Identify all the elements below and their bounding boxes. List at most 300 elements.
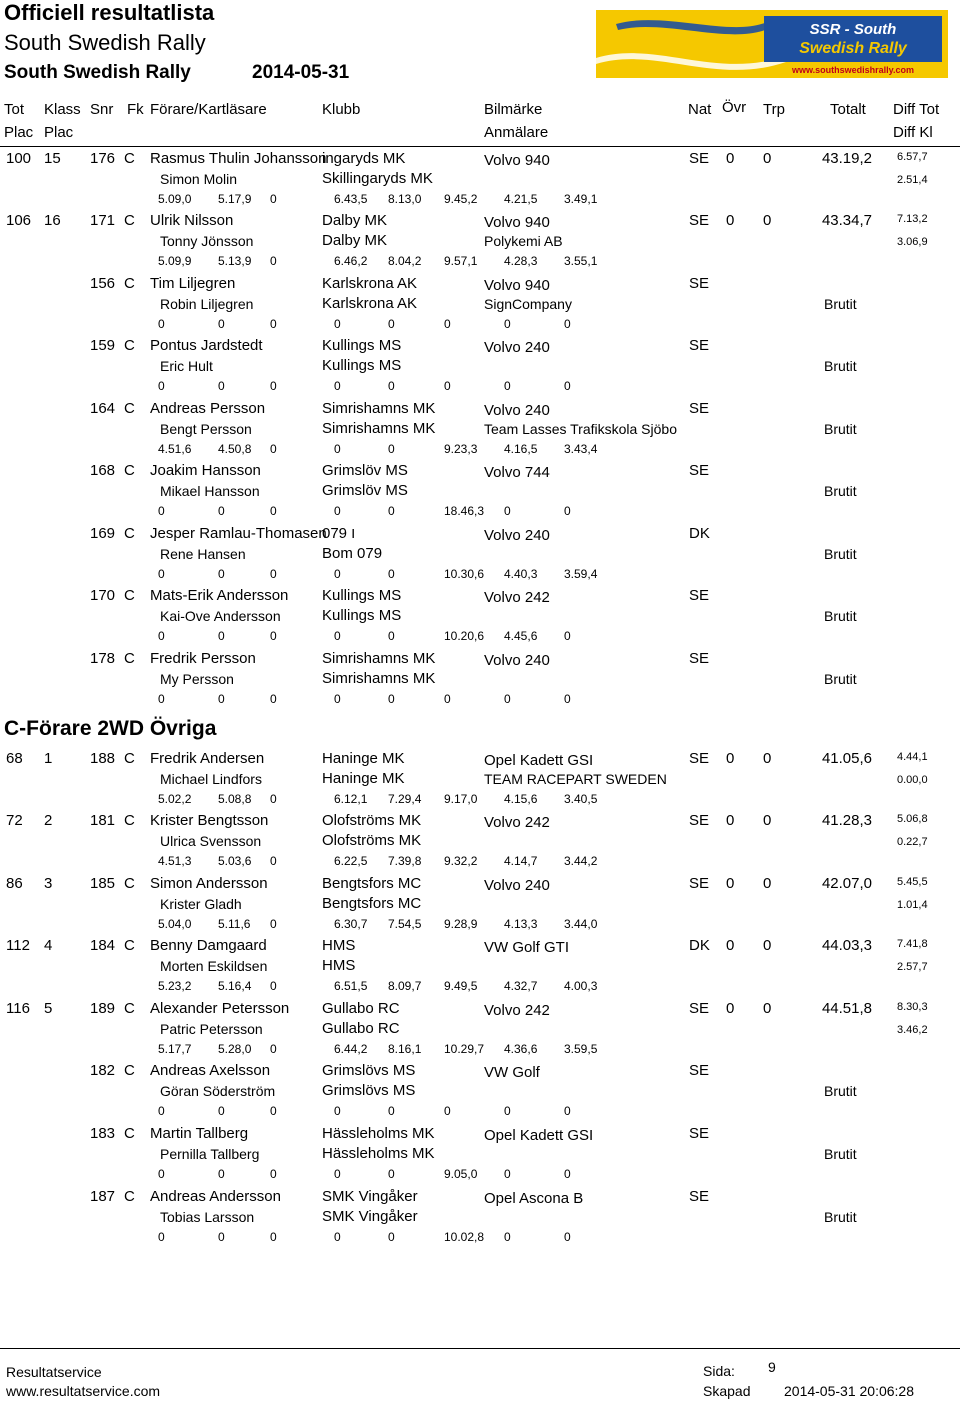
- diff-total: 7.41,8: [897, 938, 928, 950]
- codriver-club: Grimslövs MS: [322, 1082, 416, 1099]
- codriver-name: Morten Eskildsen: [160, 958, 268, 974]
- total-time: 42.07,0: [821, 875, 872, 892]
- car-make: Volvo 242: [484, 589, 550, 606]
- status-label: Brutit: [824, 1083, 857, 1099]
- col-klubb: Klubb: [322, 101, 361, 118]
- stage-time: 0: [158, 1230, 165, 1244]
- stage-time: 0: [564, 379, 571, 393]
- klass-plac: 5: [44, 1000, 53, 1017]
- stage-time: 0: [218, 629, 225, 643]
- codriver-name: Tonny Jönsson: [160, 233, 254, 249]
- stage-time: 4.13,3: [504, 917, 538, 931]
- stage-time: 0: [218, 567, 225, 581]
- stage-time: 3.44,2: [564, 854, 598, 868]
- codriver-club: Simrishamns MK: [322, 670, 436, 687]
- trp-penalty: 0: [763, 750, 772, 767]
- status-label: Brutit: [824, 421, 857, 437]
- footer-page-number: 9: [768, 1359, 776, 1375]
- codriver-name: Pernilla Tallberg: [160, 1146, 260, 1162]
- stage-time: 10.29,7: [444, 1042, 485, 1056]
- col-plac-klass: Plac: [44, 124, 74, 141]
- start-number: 187: [90, 1188, 116, 1205]
- car-make: Volvo 744: [484, 464, 550, 481]
- tot-plac: 112: [6, 937, 30, 954]
- stage-time: 0: [270, 792, 277, 806]
- footer-rule: [0, 1348, 960, 1349]
- car-make: Volvo 240: [484, 402, 550, 419]
- driver-name: Martin Tallberg: [150, 1125, 249, 1142]
- driver-club: Haninge MK: [322, 750, 405, 767]
- stage-time: 9.45,2: [444, 192, 478, 206]
- section-title: C-Förare 2WD Övriga: [4, 717, 217, 740]
- codriver-club: Olofströms MK: [322, 832, 422, 849]
- start-number: 156: [90, 275, 116, 292]
- stage-time: 8.09,7: [388, 979, 422, 993]
- stage-time: 0: [564, 1167, 571, 1181]
- event-date: 2014-05-31: [252, 62, 350, 83]
- stage-time: 0: [564, 1230, 571, 1244]
- stage-time: 5.03,6: [218, 854, 252, 868]
- col-bilmarke: Bilmärke: [484, 101, 543, 118]
- driver-name: Mats-Erik Andersson: [150, 587, 289, 604]
- tot-plac: 72: [6, 812, 23, 829]
- stage-time: 0: [504, 692, 511, 706]
- stage-time: 0: [504, 379, 511, 393]
- car-make: Opel Kadett GSI: [484, 1127, 594, 1144]
- col-nat: Nat: [688, 101, 712, 118]
- stage-time: 0: [504, 317, 511, 331]
- diff-class: 0.00,0: [897, 774, 928, 786]
- stage-time: 6.30,7: [334, 917, 368, 931]
- diff-class: 3.06,9: [897, 236, 928, 248]
- driver-club: ingaryds MK: [322, 150, 406, 167]
- stage-time: 0: [388, 504, 395, 518]
- stage-time: 0: [564, 504, 571, 518]
- stage-time: 4.00,3: [564, 979, 598, 993]
- nationality: SE: [689, 1062, 710, 1079]
- car-make: Volvo 940: [484, 152, 550, 169]
- stage-time: 4.45,6: [504, 629, 538, 643]
- stage-time: 0: [218, 1167, 225, 1181]
- stage-time: 0: [388, 442, 395, 456]
- stage-time: 0: [270, 317, 277, 331]
- stage-time: 5.17,7: [158, 1042, 192, 1056]
- stage-time: 6.12,1: [334, 792, 368, 806]
- stage-time: 0: [334, 629, 341, 643]
- stage-time: 5.09,9: [158, 254, 192, 268]
- stage-time: 0: [158, 317, 165, 331]
- stage-time: 3.49,1: [564, 192, 598, 206]
- diff-class: 1.01,4: [897, 899, 928, 911]
- stage-time: 0: [158, 567, 165, 581]
- stage-time: 0: [388, 379, 395, 393]
- stage-time: 4.14,7: [504, 854, 538, 868]
- stage-time: 0: [504, 1104, 511, 1118]
- car-make: Opel Kadett GSI: [484, 752, 594, 769]
- stage-time: 0: [564, 629, 571, 643]
- diff-class: 2.51,4: [897, 174, 928, 186]
- stage-time: 5.23,2: [158, 979, 192, 993]
- driver-club: Karlskrona AK: [322, 275, 418, 292]
- fk-class: C: [124, 525, 135, 542]
- codriver-name: Tobias Larsson: [160, 1209, 255, 1225]
- car-make: Volvo 242: [484, 814, 550, 831]
- entrant: SignCompany: [484, 296, 572, 312]
- stage-time: 0: [218, 692, 225, 706]
- driver-club: Simrishamns MK: [322, 650, 436, 667]
- trp-penalty: 0: [763, 212, 772, 229]
- stage-time: 0: [334, 379, 341, 393]
- car-make: VW Golf GTI: [484, 939, 570, 956]
- tot-plac: 68: [6, 750, 23, 767]
- driver-name: Tim Liljegren: [150, 275, 236, 292]
- page-title: Officiell resultatlista: [4, 0, 215, 25]
- ssr-logo: [596, 10, 948, 78]
- start-number: 182: [90, 1062, 116, 1079]
- start-number: 164: [90, 400, 116, 417]
- diff-class: 2.57,7: [897, 961, 928, 973]
- page-subtitle: South Swedish Rally: [4, 30, 206, 55]
- driver-name: Andreas Andersson: [150, 1188, 281, 1205]
- trp-penalty: 0: [763, 937, 772, 954]
- codriver-name: My Persson: [160, 671, 234, 687]
- stage-time: 0: [388, 692, 395, 706]
- driver-name: Andreas Axelsson: [150, 1062, 271, 1079]
- stage-time: 5.17,9: [218, 192, 252, 206]
- nationality: SE: [689, 587, 710, 604]
- driver-club: Grimslöv MS: [322, 462, 408, 479]
- start-number: 188: [90, 750, 116, 767]
- klass-plac: 1: [44, 750, 53, 767]
- codriver-club: Kullings MS: [322, 357, 402, 374]
- fk-class: C: [124, 275, 135, 292]
- driver-club: Hässleholms MK: [322, 1125, 435, 1142]
- codriver-club: HMS: [322, 957, 356, 974]
- stage-time: 0: [334, 504, 341, 518]
- stage-time: 0: [270, 692, 277, 706]
- diff-total: 6.57,7: [897, 151, 928, 163]
- car-make: Volvo 240: [484, 339, 550, 356]
- start-number: 168: [90, 462, 116, 479]
- codriver-name: Michael Lindfors: [160, 771, 262, 787]
- stage-time: 0: [444, 1104, 451, 1118]
- entrant: Team Lasses Trafikskola Sjöbo: [484, 421, 677, 437]
- col-snr: Snr: [90, 101, 114, 118]
- diff-total: 5.06,8: [897, 813, 928, 825]
- stage-time: 3.40,5: [564, 792, 598, 806]
- stage-time: 8.04,2: [388, 254, 422, 268]
- stage-time: 5.11,6: [218, 917, 251, 931]
- codriver-name: Bengt Persson: [160, 421, 252, 437]
- codriver-name: Göran Söderström: [160, 1083, 276, 1099]
- tot-plac: 100: [6, 150, 32, 167]
- stage-time: 9.23,3: [444, 442, 478, 456]
- stage-time: 0: [444, 692, 451, 706]
- stage-time: 4.15,6: [504, 792, 538, 806]
- car-make: Volvo 240: [484, 652, 550, 669]
- diff-total: 4.44,1: [897, 751, 928, 763]
- event-name: South Swedish Rally: [4, 62, 191, 83]
- col-trp: Trp: [763, 101, 785, 118]
- driver-name: Pontus Jardstedt: [150, 337, 263, 354]
- start-number: 170: [90, 587, 116, 604]
- stage-time: 6.44,2: [334, 1042, 368, 1056]
- stage-time: 6.51,5: [334, 979, 368, 993]
- trp-penalty: 0: [763, 1000, 772, 1017]
- stage-time: 0: [158, 504, 165, 518]
- stage-time: 5.08,8: [218, 792, 252, 806]
- driver-name: Ulrik Nilsson: [150, 212, 234, 229]
- status-label: Brutit: [824, 1146, 857, 1162]
- car-make: Volvo 940: [484, 277, 550, 294]
- codriver-club: Haninge MK: [322, 770, 405, 787]
- col-anmalare: Anmälare: [484, 124, 549, 141]
- stage-time: 10.30,6: [444, 567, 485, 581]
- stage-time: 5.04,0: [158, 917, 192, 931]
- stage-time: 8.13,0: [388, 192, 422, 206]
- nationality: SE: [689, 150, 710, 167]
- stage-time: 9.05,0: [444, 1167, 478, 1181]
- col-tot: Tot: [4, 101, 25, 118]
- start-number: 185: [90, 875, 116, 892]
- stage-time: 0: [334, 1230, 341, 1244]
- fk-class: C: [124, 212, 135, 229]
- klass-plac: 4: [44, 937, 53, 954]
- col-fk: Fk: [127, 101, 144, 118]
- col-diff-tot: Diff Tot: [893, 101, 940, 118]
- driver-club: Dalby MK: [322, 212, 388, 229]
- nationality: SE: [689, 750, 710, 767]
- stage-time: 3.55,1: [564, 254, 598, 268]
- stage-time: 0: [334, 567, 341, 581]
- start-number: 178: [90, 650, 116, 667]
- trp-penalty: 0: [763, 150, 772, 167]
- entrant: TEAM RACEPART SWEDEN: [484, 771, 667, 787]
- stage-time: 0: [334, 1104, 341, 1118]
- nationality: SE: [689, 212, 710, 229]
- klass-plac: 3: [44, 875, 53, 892]
- stage-time: 3.43,4: [564, 442, 598, 456]
- codriver-name: Eric Hult: [160, 358, 213, 374]
- diff-class: 3.46,2: [897, 1024, 928, 1036]
- status-label: Brutit: [824, 358, 857, 374]
- fk-class: C: [124, 1000, 135, 1017]
- nationality: DK: [689, 525, 710, 542]
- status-label: Brutit: [824, 546, 857, 562]
- stage-time: 0: [270, 1230, 277, 1244]
- stage-time: 9.32,2: [444, 854, 478, 868]
- total-time: 41.28,3: [821, 812, 872, 829]
- stage-time: 0: [444, 317, 451, 331]
- driver-name: Simon Andersson: [150, 875, 268, 892]
- codriver-club: Bom 079: [322, 545, 383, 562]
- stage-time: 0: [270, 629, 277, 643]
- driver-name: Fredrik Andersen: [150, 750, 265, 767]
- fk-class: C: [124, 462, 135, 479]
- driver-club: HMS: [322, 937, 356, 954]
- nationality: SE: [689, 1125, 710, 1142]
- logo-url: www.southswedishrally.com: [791, 65, 915, 75]
- stage-time: 5.13,9: [218, 254, 252, 268]
- stage-time: 6.22,5: [334, 854, 368, 868]
- nationality: SE: [689, 1000, 710, 1017]
- entrant: Polykemi AB: [484, 233, 563, 249]
- nationality: SE: [689, 650, 710, 667]
- codriver-name: Robin Liljegren: [160, 296, 254, 312]
- status-label: Brutit: [824, 1209, 857, 1225]
- stage-time: 4.50,8: [218, 442, 252, 456]
- driver-club: Bengtsfors MC: [322, 875, 422, 892]
- total-time: 43.19,2: [821, 150, 872, 167]
- stage-time: 0: [158, 1104, 165, 1118]
- stage-time: 8.16,1: [388, 1042, 422, 1056]
- stage-time: 7.39,8: [388, 854, 422, 868]
- codriver-club: Dalby MK: [322, 232, 388, 249]
- codriver-name: Rene Hansen: [160, 546, 246, 562]
- codriver-club: Gullabo RC: [322, 1020, 400, 1037]
- stage-time: 9.49,5: [444, 979, 478, 993]
- stage-time: 0: [158, 1167, 165, 1181]
- driver-club: Kullings MS: [322, 587, 402, 604]
- ovr-penalty: 0: [726, 937, 735, 954]
- start-number: 183: [90, 1125, 116, 1142]
- driver-name: Andreas Persson: [150, 400, 266, 417]
- col-diff-kl: Diff Kl: [893, 124, 933, 141]
- stage-time: 0: [158, 692, 165, 706]
- tot-plac: 106: [6, 212, 32, 229]
- stage-time: 0: [158, 629, 165, 643]
- stage-time: 0: [504, 1167, 511, 1181]
- codriver-club: Hässleholms MK: [322, 1145, 435, 1162]
- stage-time: 0: [334, 692, 341, 706]
- driver-name: Joakim Hansson: [150, 462, 261, 479]
- stage-time: 9.17,0: [444, 792, 478, 806]
- total-time: 44.51,8: [821, 1000, 872, 1017]
- codriver-name: Ulrica Svensson: [160, 833, 262, 849]
- codriver-name: Simon Molin: [160, 171, 238, 187]
- klass-plac: 16: [44, 212, 61, 229]
- status-label: Brutit: [824, 671, 857, 687]
- stage-time: 4.40,3: [504, 567, 538, 581]
- fk-class: C: [124, 1062, 135, 1079]
- col-forare: Förare/Kartläsare: [150, 101, 267, 118]
- nationality: SE: [689, 275, 710, 292]
- stage-time: 0: [388, 317, 395, 331]
- stage-time: 0: [388, 567, 395, 581]
- stage-time: 0: [218, 1104, 225, 1118]
- footer-sida-label: Sida:: [703, 1363, 735, 1379]
- stage-time: 3.59,4: [564, 567, 598, 581]
- stage-time: 0: [334, 442, 341, 456]
- stage-time: 0: [270, 917, 277, 931]
- stage-time: 10.02,8: [444, 1230, 485, 1244]
- col-plac-tot: Plac: [4, 124, 34, 141]
- stage-time: 0: [388, 1230, 395, 1244]
- codriver-name: Krister Gladh: [160, 896, 242, 912]
- codriver-club: SMK Vingåker: [322, 1208, 418, 1225]
- stage-time: 4.51,3: [158, 854, 192, 868]
- nationality: SE: [689, 1188, 710, 1205]
- nationality: SE: [689, 812, 710, 829]
- col-ovr: Övr: [722, 99, 747, 116]
- stage-time: 7.29,4: [388, 792, 422, 806]
- stage-time: 0: [270, 192, 277, 206]
- stage-time: 0: [270, 979, 277, 993]
- stage-time: 0: [270, 1167, 277, 1181]
- stage-time: 6.46,2: [334, 254, 368, 268]
- stage-time: 0: [270, 254, 277, 268]
- footer-created: 2014-05-31 20:06:28: [784, 1383, 914, 1399]
- driver-club: Gullabo RC: [322, 1000, 400, 1017]
- car-make: Opel Ascona B: [484, 1190, 584, 1207]
- codriver-name: Mikael Hansson: [160, 483, 260, 499]
- logo-line2: Swedish Rally: [799, 40, 907, 57]
- stage-time: 0: [218, 1230, 225, 1244]
- car-make: Volvo 240: [484, 527, 550, 544]
- logo-line1: SSR - South: [809, 21, 897, 38]
- stage-time: 0: [158, 379, 165, 393]
- codriver-name: Kai-Ove Andersson: [160, 608, 281, 624]
- stage-time: 0: [270, 1104, 277, 1118]
- stage-time: 4.51,6: [158, 442, 192, 456]
- driver-name: Alexander Petersson: [150, 1000, 290, 1017]
- nationality: SE: [689, 462, 710, 479]
- stage-time: 0: [564, 1104, 571, 1118]
- driver-club: Simrishamns MK: [322, 400, 436, 417]
- total-time: 43.34,7: [821, 212, 872, 229]
- diff-total: 8.30,3: [897, 1001, 928, 1013]
- stage-time: 0: [270, 854, 277, 868]
- stage-time: 0: [388, 1167, 395, 1181]
- stage-time: 0: [270, 379, 277, 393]
- start-number: 176: [90, 150, 116, 167]
- stage-time: 5.02,2: [158, 792, 192, 806]
- start-number: 189: [90, 1000, 116, 1017]
- car-make: Volvo 940: [484, 214, 550, 231]
- stage-time: 5.16,4: [218, 979, 252, 993]
- codriver-club: Simrishamns MK: [322, 420, 436, 437]
- stage-time: 0: [564, 692, 571, 706]
- nationality: SE: [689, 875, 710, 892]
- codriver-club: Skillingaryds MK: [322, 170, 433, 187]
- stage-time: 0: [270, 442, 277, 456]
- nationality: SE: [689, 400, 710, 417]
- stage-time: 9.28,9: [444, 917, 478, 931]
- driver-name: Benny Damgaard: [150, 937, 267, 954]
- fk-class: C: [124, 1125, 135, 1142]
- ovr-penalty: 0: [726, 812, 735, 829]
- driver-club: ו 079: [322, 525, 356, 542]
- stage-time: 0: [270, 504, 277, 518]
- nationality: SE: [689, 337, 710, 354]
- stage-time: 4.16,5: [504, 442, 538, 456]
- stage-time: 0: [564, 317, 571, 331]
- car-make: Volvo 240: [484, 877, 550, 894]
- trp-penalty: 0: [763, 875, 772, 892]
- stage-time: 0: [504, 1230, 511, 1244]
- fk-class: C: [124, 337, 135, 354]
- footer-url[interactable]: www.resultatservice.com: [6, 1383, 161, 1399]
- stage-time: 0: [334, 317, 341, 331]
- tot-plac: 116: [6, 1000, 30, 1017]
- stage-time: 0: [218, 504, 225, 518]
- ovr-penalty: 0: [726, 212, 735, 229]
- stage-time: 0: [504, 504, 511, 518]
- stage-time: 0: [334, 1167, 341, 1181]
- start-number: 159: [90, 337, 116, 354]
- stage-time: 0: [388, 1104, 395, 1118]
- stage-time: 3.59,5: [564, 1042, 598, 1056]
